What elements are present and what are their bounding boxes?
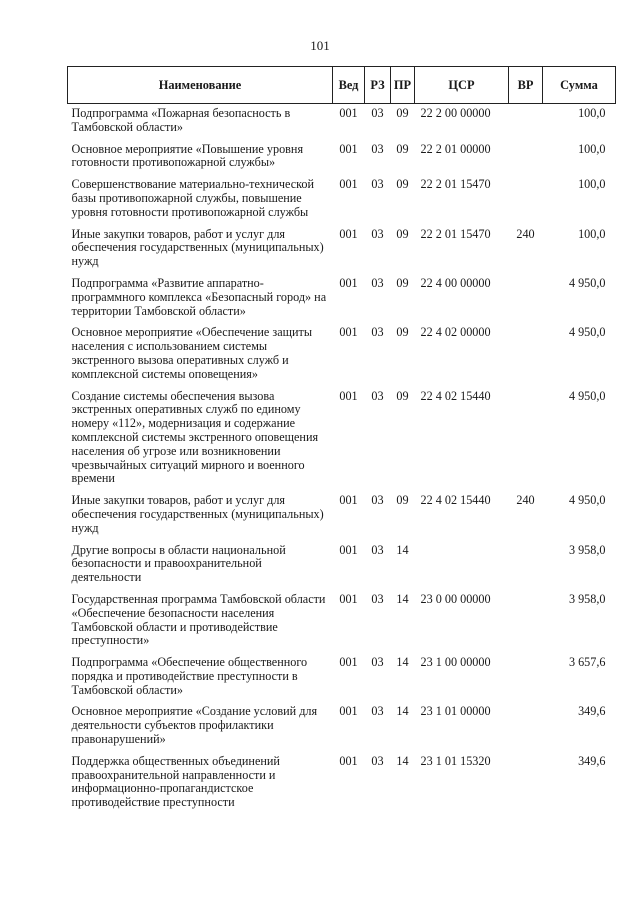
cell-name: Иные закупки товаров, работ и услуг для обеспечения государственных (муниципальных) нужд bbox=[71, 493, 324, 535]
cell-rz: 03 bbox=[371, 493, 384, 508]
cell-pr: 09 bbox=[396, 275, 409, 290]
cell-pr: 09 bbox=[396, 226, 409, 241]
cell-rz: 03 bbox=[371, 753, 384, 768]
cell-rz: 03 bbox=[371, 275, 384, 290]
cell-ved: 001 bbox=[339, 106, 358, 120]
cell-pr: 14 bbox=[396, 704, 409, 719]
table-row bbox=[68, 389, 616, 494]
cell-ved: 001 bbox=[339, 275, 358, 290]
cell-vr bbox=[509, 754, 543, 817]
table-row bbox=[68, 704, 616, 753]
cell-name: Иные закупки товаров, работ и услуг для обеспечения государственных (муниципальных) нужд bbox=[71, 226, 324, 269]
cell-csr: 23 1 01 15320 bbox=[420, 753, 491, 768]
cell-pr: 09 bbox=[396, 177, 409, 192]
cell-name: Создание системы обеспечения вызова экстренных оперативных служб по единому номеру «112», модернизация и содержание комплексной системы экстренного оповещения населения об угрозе или возникновении чрезвычайных ситуаций мирного и военного времени bbox=[71, 388, 319, 486]
cell-vr: 240 bbox=[516, 226, 535, 241]
cell-vr bbox=[509, 142, 543, 178]
cell-pr: 09 bbox=[396, 493, 409, 508]
cell-vr bbox=[509, 389, 543, 494]
cell-rz: 03 bbox=[371, 106, 384, 120]
cell-name: Подпрограмма «Пожарная безопасность в Тамбовской области» bbox=[71, 106, 291, 134]
cell-sum: 3 958,0 bbox=[568, 542, 606, 557]
cell-name: Основное мероприятие «Обеспечение защиты населения с использованием системы экстренного вызова оперативных служб и комплексной системы оповещения» bbox=[71, 325, 313, 381]
header-sum: Сумма bbox=[543, 67, 616, 104]
cell-csr bbox=[415, 543, 509, 592]
cell-vr bbox=[509, 592, 543, 655]
cell-csr: 23 1 01 00000 bbox=[420, 704, 491, 719]
cell-pr: 09 bbox=[396, 106, 409, 120]
cell-csr: 22 4 02 00000 bbox=[420, 325, 491, 340]
cell-sum: 4 950,0 bbox=[568, 325, 606, 340]
cell-vr bbox=[509, 655, 543, 704]
header-vr: ВР bbox=[509, 67, 543, 104]
cell-vr bbox=[509, 543, 543, 592]
table-row bbox=[68, 104, 616, 142]
table-row bbox=[68, 655, 616, 704]
cell-pr: 09 bbox=[396, 325, 409, 340]
cell-sum: 100,0 bbox=[578, 177, 606, 192]
page-number: 101 bbox=[310, 38, 330, 53]
cell-pr: 14 bbox=[396, 753, 409, 768]
cell-rz: 03 bbox=[371, 325, 384, 340]
header-rz: РЗ bbox=[365, 67, 391, 104]
cell-vr bbox=[509, 276, 543, 325]
cell-sum: 4 950,0 bbox=[568, 388, 606, 403]
table-row bbox=[68, 543, 616, 592]
cell-rz: 03 bbox=[371, 226, 384, 241]
header-name: Наименование bbox=[68, 67, 333, 104]
header-ved: Вед bbox=[333, 67, 365, 104]
cell-csr: 23 0 00 00000 bbox=[420, 591, 491, 606]
cell-rz: 03 bbox=[371, 591, 384, 606]
cell-sum: 349,6 bbox=[578, 753, 606, 768]
cell-rz: 03 bbox=[371, 388, 384, 403]
cell-name: Другие вопросы в области национальной безопасности и правоохранительной деятельности bbox=[71, 542, 286, 585]
cell-vr bbox=[509, 177, 543, 226]
cell-name: Подпрограмма «Обеспечение общественного порядка и противодействие преступности в Тамбовской области» bbox=[71, 655, 308, 697]
cell-ved: 001 bbox=[339, 753, 358, 768]
table-row bbox=[68, 276, 616, 325]
table-row bbox=[68, 227, 616, 276]
cell-ved: 001 bbox=[339, 493, 358, 508]
cell-csr: 22 4 02 15440 bbox=[420, 388, 491, 403]
cell-pr: 09 bbox=[396, 388, 409, 403]
cell-sum: 100,0 bbox=[578, 226, 606, 241]
cell-sum: 100,0 bbox=[578, 141, 606, 156]
cell-vr bbox=[509, 704, 543, 753]
cell-csr: 22 4 00 00000 bbox=[420, 275, 491, 290]
cell-csr: 23 1 00 00000 bbox=[420, 655, 491, 670]
cell-vr bbox=[509, 104, 543, 142]
cell-rz: 03 bbox=[371, 655, 384, 670]
cell-pr: 14 bbox=[396, 655, 409, 670]
cell-rz: 03 bbox=[371, 177, 384, 192]
cell-csr: 22 2 00 00000 bbox=[420, 106, 491, 120]
cell-ved: 001 bbox=[339, 655, 358, 670]
cell-rz: 03 bbox=[371, 704, 384, 719]
cell-sum: 4 950,0 bbox=[568, 493, 606, 508]
table-row bbox=[68, 177, 616, 226]
table-row bbox=[68, 592, 616, 655]
header-csr: ЦСР bbox=[415, 67, 509, 104]
cell-ved: 001 bbox=[339, 325, 358, 340]
cell-sum: 349,6 bbox=[578, 704, 606, 719]
cell-pr: 14 bbox=[396, 591, 409, 606]
cell-name: Основное мероприятие «Повышение уровня готовности противопожарной службы» bbox=[71, 141, 304, 170]
budget-table bbox=[67, 66, 615, 817]
cell-pr: 09 bbox=[396, 141, 409, 156]
cell-name: Поддержка общественных объединений правоохранительной направленности и информационно-пропагандистское противодействие преступности bbox=[71, 753, 280, 810]
table-row bbox=[68, 493, 616, 542]
cell-ved: 001 bbox=[339, 542, 358, 557]
cell-csr: 22 2 01 00000 bbox=[420, 141, 491, 156]
cell-sum: 3 657,6 bbox=[568, 655, 606, 670]
cell-ved: 001 bbox=[339, 591, 358, 606]
cell-csr: 22 2 01 15470 bbox=[420, 177, 491, 192]
cell-csr: 22 2 01 15470 bbox=[420, 226, 491, 241]
cell-sum: 100,0 bbox=[578, 106, 606, 120]
table-row bbox=[68, 142, 616, 178]
cell-vr: 240 bbox=[516, 493, 535, 508]
cell-ved: 001 bbox=[339, 141, 358, 156]
cell-csr: 22 4 02 15440 bbox=[420, 493, 491, 508]
table-row bbox=[68, 754, 616, 817]
cell-name: Основное мероприятие «Создание условий для деятельности субъектов профилактики правонарушений» bbox=[71, 704, 318, 747]
cell-pr: 14 bbox=[396, 542, 409, 557]
cell-ved: 001 bbox=[339, 704, 358, 719]
cell-name: Государственная программа Тамбовской области «Обеспечение безопасности населения Тамбовской области и противодействие преступности» bbox=[71, 591, 326, 648]
cell-vr bbox=[509, 325, 543, 388]
header-pr: ПР bbox=[391, 67, 415, 104]
cell-name: Подпрограмма «Развитие аппаратно-программного комплекса «Безопасный город» на территории Тамбовской области» bbox=[71, 275, 327, 318]
cell-ved: 001 bbox=[339, 388, 358, 403]
cell-sum: 4 950,0 bbox=[568, 275, 606, 290]
table-header-row bbox=[68, 67, 616, 104]
cell-rz: 03 bbox=[371, 542, 384, 557]
cell-ved: 001 bbox=[339, 226, 358, 241]
table-row bbox=[68, 325, 616, 388]
cell-ved: 001 bbox=[339, 177, 358, 192]
cell-sum: 3 958,0 bbox=[568, 591, 606, 606]
cell-name: Совершенствование материально-технической базы противопожарной службы, повышение уровня готовности противопожарной службы bbox=[71, 177, 315, 219]
cell-rz: 03 bbox=[371, 141, 384, 156]
